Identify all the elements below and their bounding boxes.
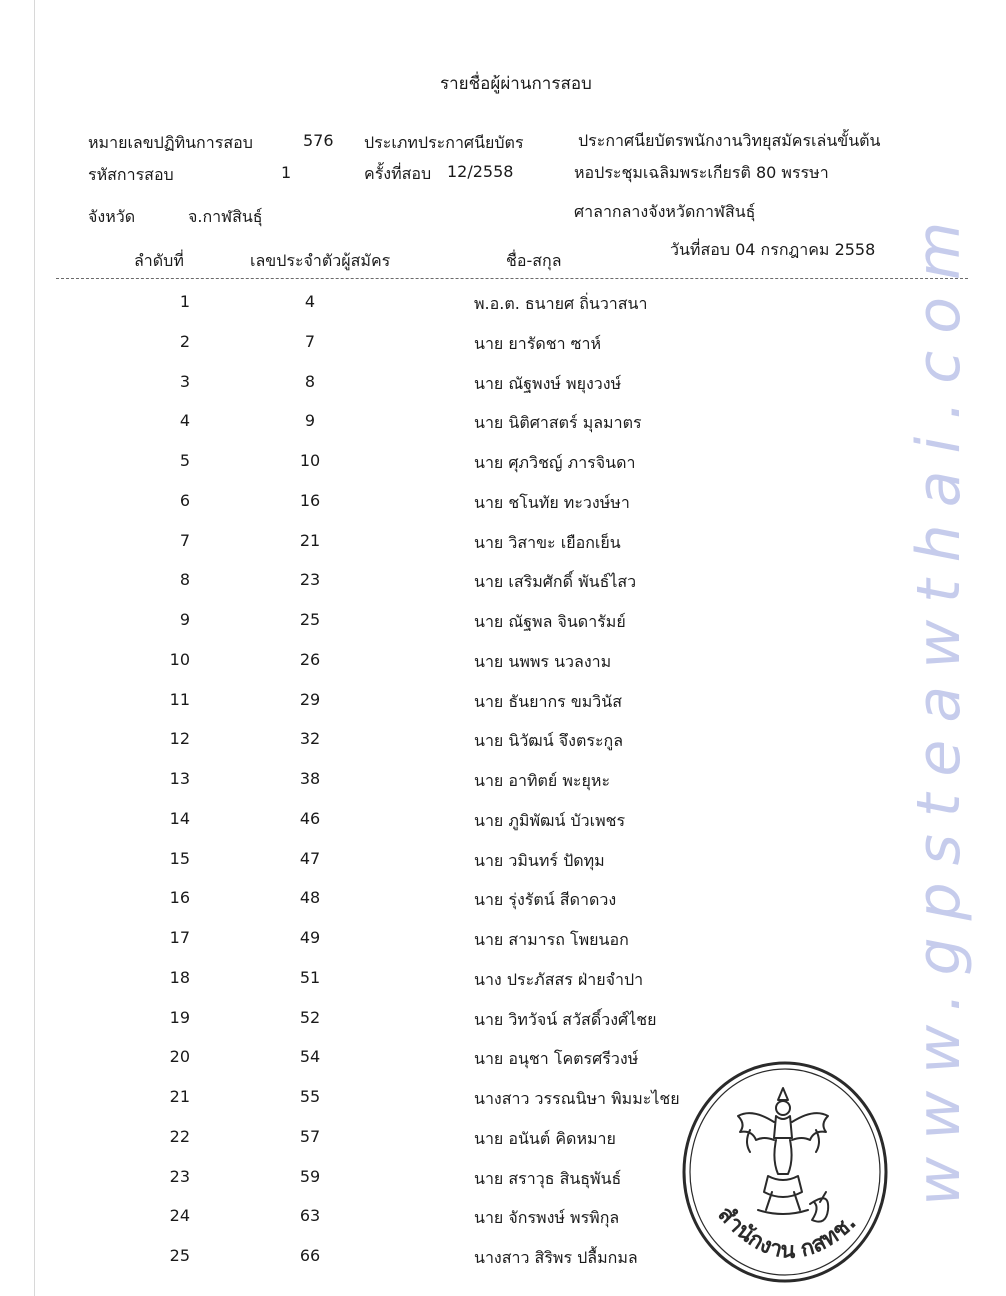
row-applicant-id: 49 [299,928,321,947]
row-applicant-id: 8 [304,371,316,391]
table-row [0,491,1006,519]
table-row [0,849,1006,877]
calendar-value: 576 [303,131,334,150]
row-name: นาย ศุภวิชญ์ ภารจินดา [474,453,636,472]
table-row [0,928,1006,956]
row-seq: 14 [169,808,190,828]
garuda-emblem-icon [738,1088,828,1222]
province-label: จังหวัด [88,207,136,226]
row-seq: 18 [169,967,190,987]
row-applicant-id: 54 [299,1047,321,1067]
row-applicant-id: 23 [299,570,321,590]
row-applicant-id: 66 [299,1246,321,1265]
office-seal-stamp [680,1060,890,1286]
exam-date: วันที่สอบ 04 กรกฎาคม 2558 [670,240,876,259]
row-seq: 23 [169,1166,190,1186]
row-seq: 20 [169,1047,190,1067]
row-applicant-id: 47 [299,848,321,868]
row-seq: 25 [169,1246,190,1265]
row-applicant-id: 55 [299,1087,321,1106]
row-applicant-id: 52 [299,1007,321,1027]
table-row [0,372,1006,400]
column-header-seq: ลำดับที่ [134,251,184,270]
header-divider [56,278,968,279]
row-name: นาย วมินทร์ ปัดทุม [474,850,605,870]
row-seq: 7 [179,530,190,550]
row-seq: 4 [179,411,190,431]
row-name: นาง ประภัสสร ฝ่ายจำปา [474,969,644,989]
row-applicant-id: 51 [299,967,321,987]
round-label: ครั้งที่สอบ [364,164,432,183]
row-applicant-id: 57 [299,1126,321,1146]
row-applicant-id: 25 [299,610,321,629]
venue-line-1: หอประชุมเฉลิมพระเกียรติ 80 พรรษา [574,163,829,182]
row-name: นางสาว สิริพร ปลื้มกมล [474,1248,638,1267]
row-seq: 19 [169,1007,190,1027]
row-applicant-id: 29 [299,689,321,709]
table-row [0,729,1006,757]
row-seq: 3 [179,371,190,391]
row-seq: 17 [169,928,190,947]
row-seq: 13 [169,769,190,788]
row-applicant-id: 59 [299,1166,321,1186]
table-row [0,888,1006,916]
row-applicant-id: 38 [299,769,321,788]
row-seq: 11 [169,689,190,709]
row-name: นาย ภูมิพัฒน์ บัวเพชร [474,810,626,830]
row-applicant-id: 63 [299,1206,321,1226]
row-name: นาย นพพร นวลงาม [474,651,612,671]
row-name: นาย เสริมศักดิ์ พันธ์ไสว [474,572,637,592]
table-row [0,451,1006,479]
row-applicant-id: 21 [299,530,321,550]
table-row [0,332,1006,360]
row-name: นาย ธันยากร ขมวินัส [474,691,622,711]
table-row [0,690,1006,718]
row-applicant-id: 9 [304,411,316,431]
row-name: นาย วิทวัจน์ สวัสดิ์วงศ์ไชย [474,1009,657,1029]
row-seq: 1 [179,292,190,311]
row-name: นาย สราวุธ สินธุพันธ์ [474,1168,622,1188]
table-row [0,809,1006,837]
row-seq: 24 [169,1206,190,1226]
row-applicant-id: 26 [299,649,321,669]
table-row [0,650,1006,678]
column-header-name: ชื่อ-สกุล [506,251,562,270]
row-name: พ.อ.ต. ธนายศ ถิ่นวาสนา [474,294,648,313]
row-applicant-id: 7 [304,331,316,351]
row-applicant-id: 4 [304,292,316,311]
row-name: นาย ณัฐพงษ์ พยุงวงษ์ [474,373,622,393]
row-applicant-id: 10 [299,451,321,470]
row-applicant-id: 46 [299,808,321,828]
row-seq: 10 [169,649,190,669]
table-row [0,531,1006,559]
table-row [0,570,1006,598]
watermark: www.gpsteawthai.com [904,204,974,1206]
row-name: นาย นิติศาสตร์ มุลมาตร [474,413,642,433]
cert-type-value: ประกาศนียบัตรพนักงานวิทยุสมัครเล่นขั้นต้น [578,131,881,150]
row-seq: 8 [179,570,190,590]
round-value: 12/2558 [447,162,514,181]
table-row [0,968,1006,996]
row-applicant-id: 32 [299,729,321,749]
row-seq: 16 [169,888,190,908]
exam-code-label: รหัสการสอบ [88,165,174,184]
row-applicant-id: 48 [299,888,321,908]
venue-line-2: ศาลากลางจังหวัดกาฬสินธุ์ [574,202,756,221]
calendar-label: หมายเลขปฏิทินการสอบ [88,133,253,152]
exam-code-value: 1 [281,163,292,182]
row-name: นาย สามารถ โพยนอก [474,930,629,949]
row-seq: 2 [179,331,190,351]
row-seq: 6 [179,490,190,510]
row-name: นาย อนุชา โคตรศรีวงษ์ [474,1049,639,1069]
cert-type-label: ประเภทประกาศนียบัตร [364,133,524,152]
table-row [0,1008,1006,1036]
row-name: นาย จักรพงษ์ พรพิกุล [474,1208,620,1228]
row-seq: 15 [169,848,190,868]
table-row [0,769,1006,797]
row-name: นาย ยารัดชา ซาห์ [474,333,602,353]
province-value: จ.กาฬสินธุ์ [188,207,263,226]
row-seq: 22 [169,1126,190,1146]
stamp-text: สำนักงาน กสทช. [712,1201,862,1264]
table-row [0,411,1006,439]
table-row [0,610,1006,638]
row-applicant-id: 16 [299,490,321,510]
row-name: นาย อนันต์ คิดหมาย [474,1128,616,1148]
row-seq: 9 [179,610,190,629]
row-name: นาย ณัฐพล จินดารัมย์ [474,612,626,631]
row-seq: 21 [169,1087,190,1106]
row-name: นางสาว วรรณนิษา พิมมะไชย [474,1089,680,1108]
row-name: นาย ชโนทัย ทะวงษ์ษา [474,492,630,512]
row-seq: 12 [169,729,190,749]
row-name: นาย อาทิตย์ พะยุหะ [474,771,611,790]
document-title: รายชื่อผู้ผ่านการสอบ [440,74,592,94]
column-header-applicant-id: เลขประจำตัวผู้สมัคร [250,251,391,270]
table-row [0,292,1006,320]
row-name: นาย รุ่งรัตน์ สีดาดวง [474,890,617,910]
row-seq: 5 [179,451,190,470]
row-name: นาย นิวัฒน์ จึงตระกูล [474,731,624,751]
row-name: นาย วิสาขะ เยือกเย็น [474,532,621,552]
